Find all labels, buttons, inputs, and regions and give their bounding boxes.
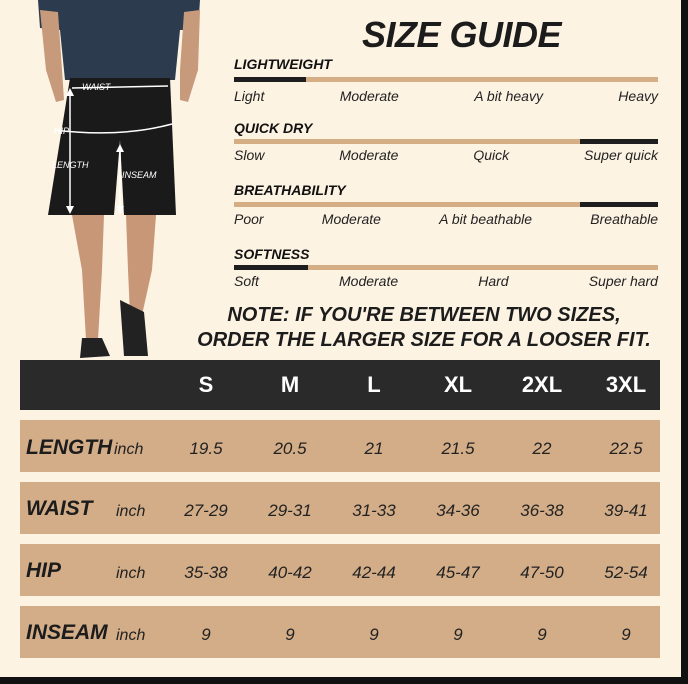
table-cell: 39-41	[604, 501, 648, 520]
table-cell: 27-29	[184, 501, 228, 520]
table-cell: 20.5	[273, 439, 307, 458]
scale-track-quick-dry	[234, 139, 658, 144]
table-cell: 52-54	[604, 563, 648, 582]
table-cell: 22	[532, 439, 552, 458]
scale-level-indicator	[234, 77, 306, 82]
scale-option: Heavy	[618, 88, 658, 104]
scale-level-indicator	[234, 265, 308, 270]
scale-option: A bit beathable	[439, 211, 533, 227]
scale-option: Breathable	[590, 211, 658, 227]
scale-option: Poor	[234, 211, 264, 227]
scale-track-softness	[234, 265, 658, 270]
scale-labels-lightweight	[234, 88, 658, 104]
scale-option: Soft	[234, 273, 259, 289]
scale-option: Moderate	[339, 147, 399, 163]
fit-note-line-2: ORDER THE LARGER SIZE FOR A LOOSER FIT.	[197, 329, 651, 351]
scale-track-lightweight	[234, 77, 658, 82]
row-label-length: LENGTH	[26, 436, 113, 459]
scale-option: Slow	[234, 147, 265, 163]
table-cell: 9	[621, 625, 631, 644]
page-title: SIZE GUIDE	[362, 14, 562, 55]
scale-option: Moderate	[339, 88, 399, 104]
table-cell: 9	[201, 625, 211, 644]
size-header-s: S	[198, 372, 214, 397]
scale-title-softness: SOFTNESS	[234, 246, 310, 262]
scale-option: Super quick	[584, 147, 658, 163]
table-cell: 35-38	[184, 563, 228, 582]
row-unit: inch	[116, 627, 146, 644]
inseam-marker-label: INSEAM	[122, 170, 157, 180]
row-unit: inch	[116, 503, 146, 520]
table-cell: 42-44	[352, 563, 396, 582]
waist-marker-label: WAIST	[82, 82, 111, 92]
table-cell: 9	[537, 625, 547, 644]
table-cell: 22.5	[609, 439, 643, 458]
table-cell: 45-47	[436, 563, 480, 582]
table-cell: 34-36	[436, 501, 480, 520]
scale-level-indicator	[580, 202, 658, 207]
table-cell: 9	[285, 625, 295, 644]
size-header-3xl: 3XL	[605, 372, 647, 397]
scale-title-quick-dry: QUICK DRY	[234, 120, 313, 136]
frame-border-bottom	[0, 677, 688, 684]
table-cell: 36-38	[520, 501, 564, 520]
scale-labels-quick-dry	[234, 147, 658, 163]
table-cell: 47-50	[520, 563, 564, 582]
table-cell: 9	[369, 625, 379, 644]
row-unit: inch	[116, 565, 146, 582]
scale-labels-breathability	[234, 211, 658, 227]
table-cell: 21	[364, 439, 384, 458]
frame-border-right	[681, 0, 688, 684]
table-cell: 29-31	[268, 501, 312, 520]
table-cell: 21.5	[441, 439, 475, 458]
scale-title-lightweight: LIGHTWEIGHT	[234, 56, 332, 72]
row-label-inseam: INSEAM	[26, 621, 108, 644]
length-marker-label: LENGTH	[52, 160, 89, 170]
scale-level-indicator	[580, 139, 658, 144]
size-header-l: L	[367, 372, 381, 397]
size-header-xl: XL	[443, 372, 473, 397]
fit-note-line-1: NOTE: IF YOU'RE BETWEEN TWO SIZES,	[227, 304, 621, 326]
scale-track-breathability	[234, 202, 658, 207]
table-cell: 9	[453, 625, 463, 644]
row-unit: inch	[114, 441, 144, 458]
size-header-2xl: 2XL	[521, 372, 563, 397]
size-header-m: M	[280, 372, 300, 397]
scale-option: Super hard	[588, 273, 658, 289]
row-label-waist: WAIST	[26, 497, 93, 520]
scale-option: Moderate	[339, 273, 399, 289]
table-cell: 19.5	[189, 439, 223, 458]
scale-option: Hard	[478, 273, 509, 289]
scale-option: Light	[234, 88, 265, 104]
table-cell: 31-33	[352, 501, 396, 520]
table-cell: 40-42	[268, 563, 312, 582]
scale-title-breathability: BREATHABILITY	[234, 182, 346, 198]
scale-option: A bit heavy	[474, 88, 543, 104]
scale-option: Quick	[473, 147, 510, 163]
scale-option: Moderate	[321, 211, 381, 227]
hip-marker-label: HIP	[54, 126, 70, 136]
scale-labels-softness	[234, 273, 658, 289]
row-label-hip: HIP	[26, 559, 62, 582]
